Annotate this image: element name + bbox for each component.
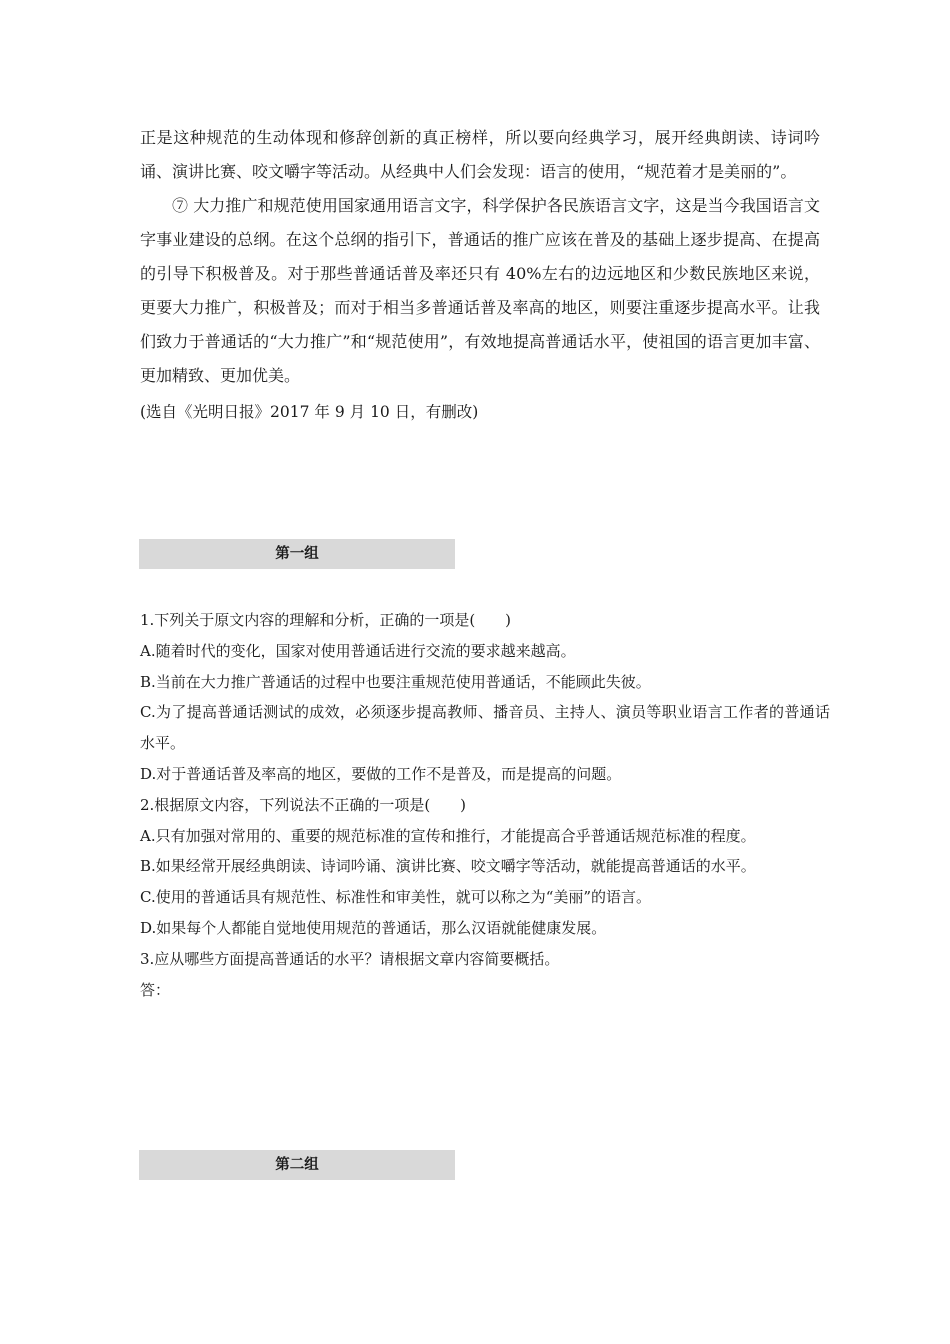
group-2-header: 第二组: [139, 1150, 455, 1180]
question-2-option-b: B.如果经常开展经典朗读、诗词吟诵、演讲比赛、咬文嚼字等活动，就能提高普通话的水平。: [140, 857, 756, 876]
question-1-option-b: B.当前在大力推广普通话的过程中也要注重规范使用普通话，不能顾此失彼。: [140, 672, 651, 691]
question-2-option-d: D.如果每个人都能自觉地使用规范的普通话，那么汉语就能健康发展。: [140, 918, 607, 937]
question-1-stem: 1.下列关于原文内容的理解和分析，正确的一项是( ): [140, 611, 512, 629]
passage-source-citation: (选自《光明日报》2017 年 9 月 10 日，有删改): [140, 403, 479, 421]
question-3-answer-label: 答：: [140, 980, 171, 999]
passage-paragraph-6-ending: 正是这种规范的生动体现和修辞创新的真正榜样，所以要向经典学习，展开经典朗读、诗词吟诵、演讲比赛、咬文嚼字等活动。从经典中人们会发现：语言的使用，“规范着才是美丽的”。: [140, 128, 820, 181]
question-2-option-a: A.只有加强对常用的、重要的规范标准的宣传和推行，才能提高合乎普通话规范标准的程度。: [140, 826, 756, 845]
question-2-option-c: C.使用的普通话具有规范性、标准性和审美性，就可以称之为“美丽”的语言。: [140, 888, 652, 907]
question-1-option-c: C.为了提高普通话测试的成效，必须逐步提高教师、播音员、主持人、演员等职业语言工作者的普通话水平。: [140, 703, 830, 753]
question-2-stem: 2.根据原文内容，下列说法不正确的一项是( ): [140, 795, 467, 814]
question-3-stem: 3.应从哪些方面提高普通话的水平？请根据文章内容简要概括。: [140, 949, 560, 968]
question-1-option-d: D.对于普通话普及率高的地区，要做的工作不是普及，而是提高的问题。: [140, 764, 622, 783]
question-list-group-1: [140, 605, 830, 1005]
group-1-header: 第一组: [139, 539, 455, 569]
reading-passage: [140, 121, 820, 429]
question-1-option-a: A.随着时代的变化，国家对使用普通话进行交流的要求越来越高。: [140, 641, 576, 660]
passage-paragraph-7: ⑦ 大力推广和规范使用国家通用语言文字，科学保护各民族语言文字，这是当今我国语言文字事业建设的总纲。在这个总纲的指引下，普通话的推广应该在普及的基础上逐步提高、在提高的引导下积极普及。对于那些普通话普及率还只有 40%左右的边远地区和少数民族地区来说，更要大力推广，积极普及；而对于相当多普通话普及率高的地区，则要注重逐步提高水平。让我们致力于普通话的“大力推广”和“规范使用”，有效地提高普通话水平，使祖国的语言更加丰富、更加精致、更加优美。: [140, 196, 820, 385]
